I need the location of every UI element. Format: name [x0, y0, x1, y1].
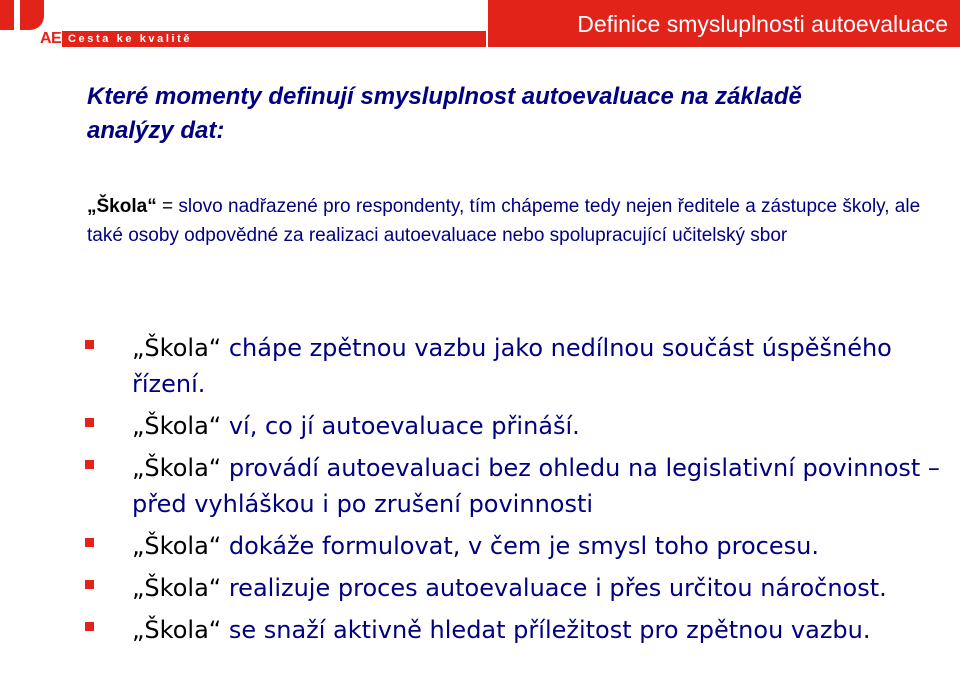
- definition: [87, 192, 957, 250]
- logo-bar-left: [0, 0, 14, 30]
- list-item: [84, 408, 944, 444]
- title-bar: [488, 0, 960, 47]
- point-text: ví, co jí autoevaluace přináší.: [228, 412, 580, 440]
- point-subject: „Škola“: [132, 454, 222, 482]
- slide-title: Definice smysluplnosti autoevaluace: [577, 11, 948, 37]
- tagline: Cesta ke kvalitě: [68, 33, 193, 45]
- bullet-square-icon: [85, 622, 94, 631]
- tagline-bar: [62, 31, 486, 47]
- logo-bar-p: [20, 0, 44, 30]
- point-subject: „Škola“: [132, 334, 222, 362]
- bullet-square-icon: [85, 418, 94, 427]
- list-item: [84, 450, 944, 522]
- logo: [0, 0, 60, 46]
- bullet-square-icon: [85, 340, 94, 349]
- point-text: realizuje proces autoevaluace i přes určitou náročnost.: [228, 574, 887, 602]
- list-item: [84, 612, 944, 648]
- point-subject: „Škola“: [132, 574, 222, 602]
- definition-equals: =: [161, 196, 174, 217]
- point-text: provádí autoevaluaci bez ohledu na legislativní povinnost – před vyhláškou i po zrušení povinnosti: [132, 454, 940, 518]
- logo-text: AE: [40, 30, 62, 47]
- point-subject: „Škola“: [132, 532, 222, 560]
- bullet-square-icon: [85, 580, 94, 589]
- list-item: [84, 330, 944, 402]
- point-text: chápe zpětnou vazbu jako nedílnou součást úspěšného řízení.: [132, 334, 892, 398]
- point-subject: „Škola“: [132, 616, 222, 644]
- point-subject: „Škola“: [132, 412, 222, 440]
- definition-text: slovo nadřazené pro respondenty, tím chápeme tedy nejen ředitele a zástupce školy, ale také osoby odpovědné za realizaci autoevaluace nebo spolupracující učitelský sbor: [87, 196, 921, 246]
- bullet-square-icon: [85, 538, 94, 547]
- definition-term: „Škola“: [87, 196, 157, 217]
- point-text: se snaží aktivně hledat příležitost pro zpětnou vazbu.: [228, 616, 871, 644]
- point-text: dokáže formulovat, v čem je smysl toho procesu.: [228, 532, 819, 560]
- question-heading: Které momenty definují smysluplnost autoevaluace na základě analýzy dat:: [87, 83, 802, 144]
- list-item: [84, 528, 944, 564]
- points-list: [84, 330, 944, 654]
- bullet-square-icon: [85, 460, 94, 469]
- list-item: [84, 570, 944, 606]
